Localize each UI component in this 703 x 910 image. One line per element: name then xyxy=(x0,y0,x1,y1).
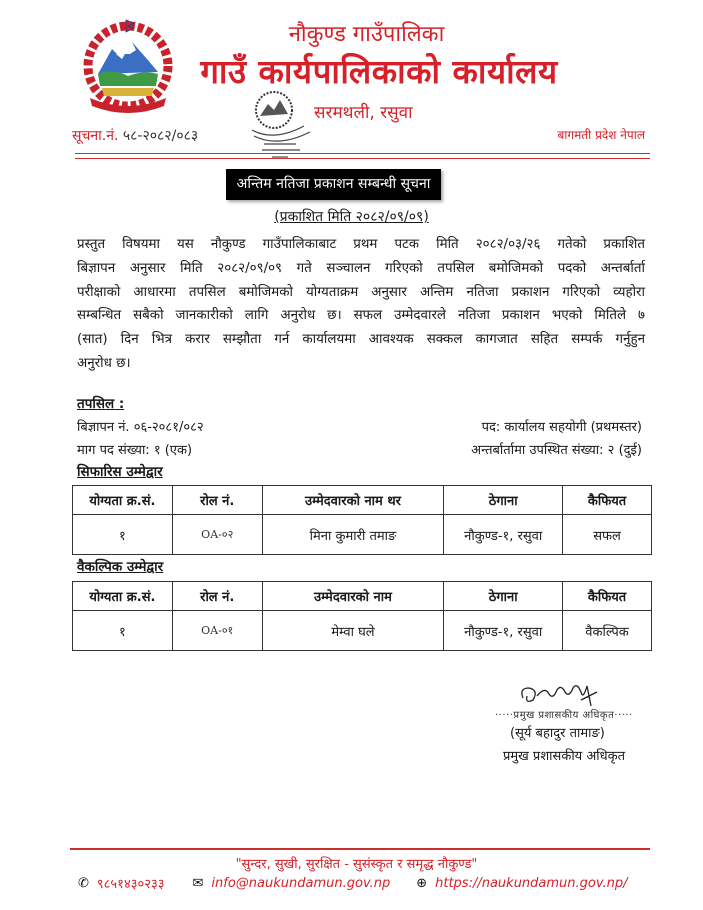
table-row xyxy=(73,515,652,555)
roll-number-cell: OA-०२ xyxy=(172,515,262,555)
office-name: गाउँ कार्यपालिकाको कार्यालय xyxy=(200,52,558,91)
rank-cell: १ xyxy=(73,515,173,555)
email-link[interactable]: info@naukundamun.gov.np xyxy=(211,875,391,891)
notice-number-value: ५८-२०८२/०८३ xyxy=(122,128,199,144)
details-row-1 xyxy=(77,417,642,435)
notice-title: अन्तिम नतिजा प्रकाशन सम्बन्धी सूचना xyxy=(226,169,441,200)
column-header: उम्मेदवारको नाम थर xyxy=(262,486,444,515)
signature-stamp-text: प्रमुख प्रशासकीय अधिकृत xyxy=(513,710,615,721)
municipality-name: नौकुण्ड गाउँपालिका xyxy=(288,22,445,47)
signature-stamp-line: ·····प्रमुख प्रशासकीय अधिकृत····· xyxy=(495,710,633,721)
body-line: (सात) दिन भित्र करार सम्झौता गर्न कार्यालयमा आवश्यक सक्कल कागजात सहित सम्पर्क गर्नुहुन xyxy=(77,332,645,348)
recommended-heading: सिफारिस उम्मेद्वार xyxy=(77,464,163,480)
remarks-cell: सफल xyxy=(563,515,652,555)
signatory-name: (सूर्य बहादुर तामाङ) xyxy=(510,726,605,741)
address-cell: नौकुण्ड-१, रसुवा xyxy=(444,611,563,651)
website-link[interactable]: https://naukundamun.gov.np/ xyxy=(435,875,628,891)
header-divider-bottom xyxy=(75,158,650,159)
column-header: कैफियत xyxy=(563,486,652,515)
body-line: अनुरोध छ। xyxy=(77,355,131,371)
details-heading: तपसिल : xyxy=(77,396,125,412)
recommended-table xyxy=(72,485,652,555)
body-line: परीक्षाको आधारमा तपसिल बमोजिमको योग्यताक्रम अनुसार अन्तिम नतिजा प्रकाशन गरिएको व्यहोरा xyxy=(77,284,645,300)
notice-number xyxy=(72,126,198,145)
phone-number: ९८५१४३०२३३ xyxy=(96,877,165,892)
globe-icon: ⊕ xyxy=(416,875,428,891)
candidate-name-cell: मेम्वा घले xyxy=(262,611,444,651)
column-header: ठेगाना xyxy=(444,486,563,515)
address-cell: नौकुण्ड-१, रसुवा xyxy=(444,515,563,555)
table-header-row xyxy=(73,582,652,611)
roll-number-cell: OA-०१ xyxy=(172,611,262,651)
office-address: सरमथली, रसुवा xyxy=(314,103,413,123)
table-row xyxy=(73,611,652,651)
alternate-heading: वैकल्पिक उम्मेद्वार xyxy=(77,559,164,575)
advert-number: बिज्ञापन नं. ०६-२०८१/०८२ xyxy=(77,420,204,435)
candidate-name-cell: मिना कुमारी तमाङ xyxy=(262,515,444,555)
column-header: योग्यता क्र.सं. xyxy=(73,486,173,515)
phone-icon: ✆ xyxy=(78,875,89,891)
footer-motto: "सुन्दर, सुखी, सुरक्षित - सुसंस्कृत र समृद्ध नौकुण्ड" xyxy=(235,857,478,872)
envelope-icon: ✉ xyxy=(192,875,204,891)
column-header: ठेगाना xyxy=(444,582,563,611)
rank-cell: १ xyxy=(73,611,173,651)
signatory-title: प्रमुख प्रशासकीय अधिकृत xyxy=(503,749,626,764)
footer-contacts xyxy=(78,874,658,892)
column-header: रोल नं. xyxy=(172,486,262,515)
published-date: (प्रकाशित मिति २०८२/०९/०९) xyxy=(274,209,429,225)
body-line: सम्बन्धित सबैको जानकारीको लागि अनुरोध छ। सफल उम्मेदवारले नतिजा प्रकाशन भएको मितिले ७ xyxy=(77,308,645,324)
header-divider-top xyxy=(75,153,650,154)
column-header: रोल नं. xyxy=(172,582,262,611)
footer-divider xyxy=(70,848,650,850)
demand-count: माग पद संख्या: १ (एक) xyxy=(77,443,193,458)
province-name: बागमती प्रदेश नेपाल xyxy=(557,128,645,142)
body-line: प्रस्तुत विषयमा यस नौकुण्ड गाउँपालिकाबाट प्रथम पटक मिति २०८२/०३/२६ गतेको प्रकाशित xyxy=(77,237,645,252)
column-header: योग्यता क्र.सं. xyxy=(73,582,173,611)
notice-body xyxy=(77,233,645,376)
interview-count: अन्तर्बार्तामा उपस्थित संख्या: २ (दुई) xyxy=(471,443,642,458)
notice-number-label: सूचना.नं. xyxy=(72,128,119,144)
post-name: पद: कार्यालय सहयोगी (प्रथमस्तर) xyxy=(481,420,642,435)
body-line: बिज्ञापन अनुसार मिति २०८२/०९/०९ गते सञ्चालन गरिएको तपसिल बमोजिमको पदको अन्तर्बार्ता xyxy=(77,260,645,276)
column-header: उम्मेदवारको नाम xyxy=(262,582,444,611)
details-row-2 xyxy=(77,440,642,458)
table-header-row xyxy=(73,486,652,515)
remarks-cell: वैकल्पिक xyxy=(563,611,652,651)
alternate-table xyxy=(72,581,652,651)
column-header: कैफियत xyxy=(563,582,652,611)
